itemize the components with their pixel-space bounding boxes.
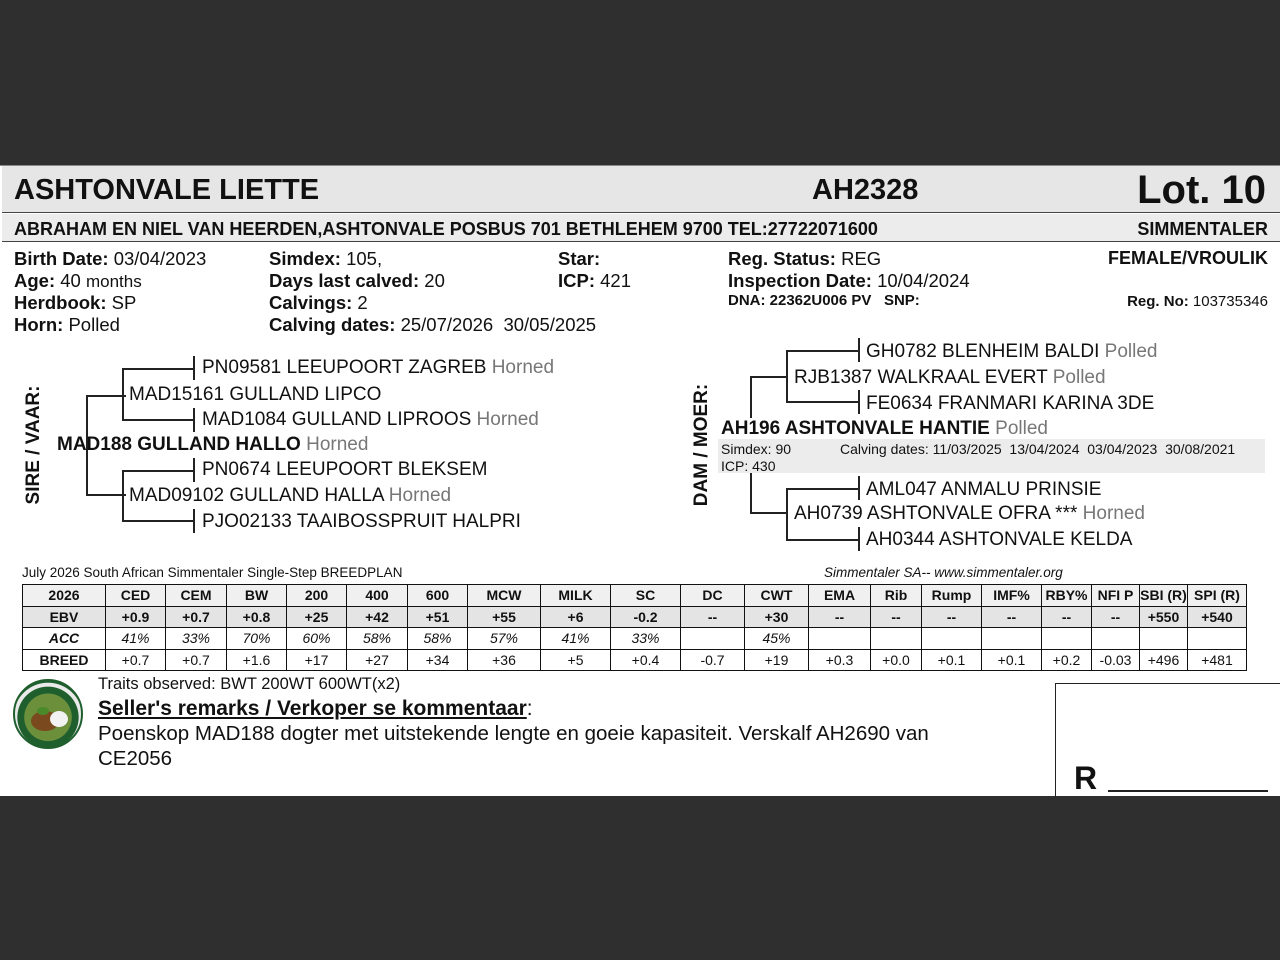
breedplan-cell: +6 xyxy=(541,606,611,628)
breedplan-cell: +550 xyxy=(1140,606,1188,628)
reg-status: Reg. Status: REG xyxy=(728,248,882,269)
herdbook: Herdbook: SP xyxy=(14,292,137,313)
sire-line xyxy=(193,458,195,482)
breedplan-cell: EMA xyxy=(809,585,871,607)
breedplan-cell: +0.1 xyxy=(982,649,1042,671)
reg-no: Reg. No: 103735346 xyxy=(1127,293,1268,310)
simmentaler-logo xyxy=(13,679,83,749)
icp: ICP: 421 xyxy=(558,270,632,291)
calving-dates: Calving dates: 25/07/2026 30/05/2025 xyxy=(269,314,597,335)
lot-number: Lot. 10 xyxy=(1137,168,1266,212)
dam-simdex: Simdex: 90 xyxy=(721,441,792,457)
dam-calving-dates: Calving dates: 11/03/2025 13/04/2024 03/04/2023 30/08/2021 xyxy=(840,441,1236,457)
breedplan-cell: MCW xyxy=(468,585,541,607)
breedplan-table xyxy=(22,584,1247,671)
simdex: Simdex: 105, xyxy=(269,248,383,269)
breedplan-header-row xyxy=(23,585,1247,607)
breedplan-cell: +51 xyxy=(408,606,468,628)
calvings: Calvings: 2 xyxy=(269,292,368,313)
breedplan-cell: 41% xyxy=(541,628,611,650)
sire-line xyxy=(122,520,195,522)
sire-line xyxy=(122,419,195,421)
sire-line xyxy=(122,368,124,420)
breedplan-cell xyxy=(922,628,982,650)
sire-dam: MAD09102 GULLAND HALLA Horned xyxy=(129,485,452,506)
breedplan-cell: NFI P xyxy=(1092,585,1140,607)
breedplan-cell: DC xyxy=(681,585,745,607)
breedplan-cell: IMF% xyxy=(982,585,1042,607)
breedplan-cell: 400 xyxy=(347,585,408,607)
breedplan-cell: EBV xyxy=(23,606,106,628)
breedplan-cell: ACC xyxy=(23,628,106,650)
dna-snp: DNA: 22362U006 PV SNP: xyxy=(728,292,920,309)
breedplan-cell: +0.7 xyxy=(166,606,227,628)
breedplan-cell xyxy=(1042,628,1092,650)
dam-line xyxy=(786,350,860,352)
animal-id: AH2328 xyxy=(812,174,919,206)
breedplan-cell: CWT xyxy=(745,585,809,607)
dam-sire: RJB1387 WALKRAAL EVERT Polled xyxy=(794,367,1106,388)
dam-line xyxy=(750,512,788,514)
breedplan-cell: +1.6 xyxy=(227,649,287,671)
breedplan-cell: +34 xyxy=(408,649,468,671)
breedplan-cell: CEM xyxy=(166,585,227,607)
owner-info: ABRAHAM EN NIEL VAN HEERDEN,ASHTONVALE POSBUS 701 BETHLEHEM 9700 TEL:27722071600 xyxy=(14,219,878,239)
sire-line xyxy=(86,395,126,397)
sire-dam-dam: PJO02133 TAAIBOSSPRUIT HALPRI xyxy=(202,511,521,532)
dam-side-label: DAM / MOER: xyxy=(691,383,712,507)
remarks-line-2: CE2056 xyxy=(98,747,173,770)
breedplan-cell xyxy=(1140,628,1188,650)
cattle-logo-icon xyxy=(15,681,85,751)
breedplan-cell: 60% xyxy=(287,628,347,650)
breedplan-cell: +0.0 xyxy=(871,649,922,671)
sire-side-label: SIRE / VAAR: xyxy=(23,385,44,505)
breedplan-cell: -- xyxy=(809,606,871,628)
dam-line xyxy=(858,390,860,414)
breedplan-cell: SPI (R) xyxy=(1188,585,1247,607)
breedplan-cell: +42 xyxy=(347,606,408,628)
horn-status: Horn: Polled xyxy=(14,314,120,335)
breedplan-cell: -0.2 xyxy=(611,606,681,628)
breedplan-cell xyxy=(871,628,922,650)
dam-dam-dam: AH0344 ASHTONVALE KELDA xyxy=(866,529,1133,550)
breedplan-cell: 58% xyxy=(347,628,408,650)
dam-line xyxy=(750,376,788,378)
breedplan-cell: BREED xyxy=(23,649,106,671)
breedplan-cell: +30 xyxy=(745,606,809,628)
dam-dam-sire: AML047 ANMALU PRINSIE xyxy=(866,479,1102,500)
breedplan-cell: +481 xyxy=(1188,649,1247,671)
breedplan-cell: +36 xyxy=(468,649,541,671)
breedplan-cell: 70% xyxy=(227,628,287,650)
breedplan-cell: +0.9 xyxy=(106,606,166,628)
dam-line xyxy=(786,488,860,490)
dam-line xyxy=(858,476,860,500)
breed-name: SIMMENTALER xyxy=(1137,219,1268,239)
sire-line xyxy=(193,356,195,380)
dam-sire-sire: GH0782 BLENHEIM BALDI Polled xyxy=(866,341,1158,362)
breedplan-cell: -0.03 xyxy=(1092,649,1140,671)
breedplan-cell: MILK xyxy=(541,585,611,607)
breedplan-cell: -- xyxy=(871,606,922,628)
breedplan-cell: Rib xyxy=(871,585,922,607)
dam-line xyxy=(786,488,788,540)
breedplan-cell: +17 xyxy=(287,649,347,671)
breedplan-cell: CED xyxy=(106,585,166,607)
sire-dam-sire: PN0674 LEEUPOORT BLEKSEM xyxy=(202,459,488,480)
breedplan-cell: +0.3 xyxy=(809,649,871,671)
dam-dam: AH0739 ASHTONVALE OFRA *** Horned xyxy=(794,503,1145,524)
breedplan-breed-row xyxy=(23,649,1247,671)
breedplan-cell: +5 xyxy=(541,649,611,671)
dam-sire-dam: FE0634 FRANMARI KARINA 3DE xyxy=(866,393,1155,414)
dam-name: AH196 ASHTONVALE HANTIE Polled xyxy=(721,418,1048,439)
breedplan-cell: +0.8 xyxy=(227,606,287,628)
animal-name: ASHTONVALE LIETTE xyxy=(14,174,320,206)
breedplan-cell: SBI (R) xyxy=(1140,585,1188,607)
breedplan-cell: -- xyxy=(1042,606,1092,628)
price-line[interactable] xyxy=(1108,790,1268,792)
dam-line xyxy=(786,539,860,541)
dam-line xyxy=(858,338,860,362)
star: Star: xyxy=(558,248,601,269)
lot-card xyxy=(0,165,1280,796)
price-box xyxy=(1055,683,1280,797)
breedplan-cell: 2026 xyxy=(23,585,106,607)
sire-line xyxy=(122,470,195,472)
remarks-title: Seller's remarks / Verkoper se kommentaar: xyxy=(98,697,533,720)
breedplan-cell: +0.4 xyxy=(611,649,681,671)
breedplan-cell: -- xyxy=(1092,606,1140,628)
breedplan-cell: +0.1 xyxy=(922,649,982,671)
sire-name: MAD188 GULLAND HALLO Horned xyxy=(57,434,369,455)
breedplan-cell: SC xyxy=(611,585,681,607)
breedplan-ebv-row xyxy=(23,606,1247,628)
breedplan-cell xyxy=(809,628,871,650)
sire-sire-sire: PN09581 LEEUPOORT ZAGREB Horned xyxy=(202,357,555,378)
breedplan-acc-row xyxy=(23,628,1247,650)
breedplan-cell: -- xyxy=(982,606,1042,628)
breedplan-cell: -- xyxy=(681,606,745,628)
breedplan-cell: +27 xyxy=(347,649,408,671)
breedplan-cell: 200 xyxy=(287,585,347,607)
price-label: R xyxy=(1074,760,1098,796)
traits-observed: Traits observed: BWT 200WT 600WT(x2) xyxy=(98,675,401,693)
breedplan-cell: +0.2 xyxy=(1042,649,1092,671)
breedplan-cell xyxy=(982,628,1042,650)
dam-line xyxy=(786,350,788,402)
breedplan-cell xyxy=(1092,628,1140,650)
breedplan-cell: RBY% xyxy=(1042,585,1092,607)
sire-line xyxy=(193,408,195,432)
dam-line xyxy=(750,376,752,418)
days-last-calved: Days last calved: 20 xyxy=(269,270,445,291)
dam-icp: ICP: 430 xyxy=(721,458,776,474)
breedplan-cell: Rump xyxy=(922,585,982,607)
dam-line xyxy=(858,527,860,551)
breedplan-cell: 58% xyxy=(408,628,468,650)
breedplan-cell: 57% xyxy=(468,628,541,650)
sire-line xyxy=(86,494,126,496)
breedplan-cell xyxy=(681,628,745,650)
sire-sire-dam: MAD1084 GULLAND LIPROOS Horned xyxy=(202,409,539,430)
inspection-date: Inspection Date: 10/04/2024 xyxy=(728,270,970,291)
breedplan-cell: BW xyxy=(227,585,287,607)
breedplan-cell: -- xyxy=(922,606,982,628)
breedplan-cell: +19 xyxy=(745,649,809,671)
breedplan-cell: 600 xyxy=(408,585,468,607)
breedplan-cell: +25 xyxy=(287,606,347,628)
breedplan-website: Simmentaler SA-- www.simmentaler.org xyxy=(824,565,1063,580)
breedplan-cell: +55 xyxy=(468,606,541,628)
remarks-line-1: Poenskop MAD188 dogter met uitstekende lengte en goeie kapasiteit. Verskalf AH2690 van xyxy=(98,722,929,745)
sire-line xyxy=(193,509,195,533)
dam-line xyxy=(786,401,860,403)
breedplan-cell: +496 xyxy=(1140,649,1188,671)
sire-sire: MAD15161 GULLAND LIPCO xyxy=(129,384,382,405)
breedplan-cell: +0.7 xyxy=(106,649,166,671)
breedplan-cell: 41% xyxy=(106,628,166,650)
breedplan-cell: +540 xyxy=(1188,606,1247,628)
breedplan-cell: 33% xyxy=(166,628,227,650)
sire-line xyxy=(122,470,124,522)
birth-date: Birth Date: 03/04/2023 xyxy=(14,248,207,269)
breedplan-caption: July 2026 South African Simmentaler Single-Step BREEDPLAN xyxy=(22,565,403,580)
sex: FEMALE/VROULIK xyxy=(1108,248,1268,268)
breedplan-cell: -0.7 xyxy=(681,649,745,671)
breedplan-cell: 45% xyxy=(745,628,809,650)
breedplan-cell xyxy=(1188,628,1247,650)
sire-line xyxy=(122,368,195,370)
breedplan-cell: +0.7 xyxy=(166,649,227,671)
breedplan-cell: 33% xyxy=(611,628,681,650)
age: Age: 40 months xyxy=(14,270,142,291)
